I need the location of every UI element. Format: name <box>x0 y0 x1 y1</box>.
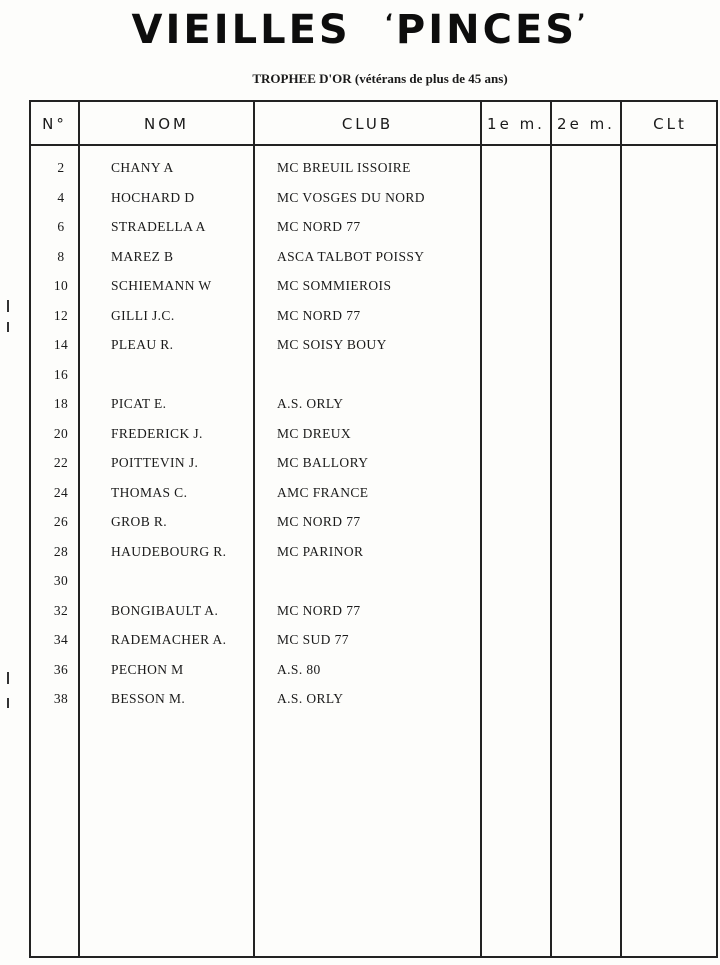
rider-number: 24 <box>53 484 69 500</box>
table-row <box>31 538 720 566</box>
rider-club: AMC FRANCE <box>277 484 369 500</box>
rider-name: PECHON M <box>111 661 184 677</box>
rider-number: 8 <box>57 248 65 264</box>
header-nom: NOM <box>144 115 189 133</box>
rider-name: BONGIBAULT A. <box>111 602 219 618</box>
rider-number: 18 <box>53 396 69 411</box>
table-row <box>31 685 720 713</box>
table-row <box>31 272 720 300</box>
table-row <box>31 213 720 241</box>
rider-club: MC SOMMIEROIS <box>277 278 392 293</box>
rider-name: THOMAS C. <box>111 484 188 500</box>
rider-number: 34 <box>53 632 69 647</box>
rider-club: A.S. ORLY <box>277 691 344 706</box>
rider-name: GILLI J.C. <box>111 307 175 323</box>
rider-name: HOCHARD D <box>111 189 195 205</box>
rider-number: 4 <box>57 189 65 205</box>
margin-mark <box>7 300 9 312</box>
rider-number: 22 <box>53 455 69 470</box>
rider-club: MC SUD 77 <box>277 632 349 647</box>
rider-name: PLEAU R. <box>111 337 174 352</box>
rider-club: MC BREUIL ISSOIRE <box>277 160 411 175</box>
rider-club: MC NORD 77 <box>277 514 361 529</box>
rider-name: POITTEVIN J. <box>111 455 199 470</box>
margin-mark <box>7 698 9 708</box>
rider-club: MC DREUX <box>277 425 352 441</box>
rider-name: MAREZ B <box>111 248 174 264</box>
table-row <box>31 597 720 625</box>
margin-mark <box>7 322 9 332</box>
rider-name: BESSON M. <box>111 691 186 706</box>
rider-number: 16 <box>53 366 69 382</box>
table-row <box>31 390 720 418</box>
rider-name: FREDERICK J. <box>111 425 203 441</box>
rider-club: MC NORD 77 <box>277 307 361 323</box>
header-club: CLUB <box>341 115 394 133</box>
rider-number: 32 <box>53 602 69 618</box>
rider-number: 36 <box>53 661 69 677</box>
table-row <box>31 656 720 684</box>
header-classement: CLt <box>653 115 687 133</box>
table-row <box>31 154 720 182</box>
rider-number: 30 <box>53 573 69 588</box>
rider-number: 38 <box>53 691 69 706</box>
table-row <box>31 449 720 477</box>
rider-club: MC BALLORY <box>277 455 369 470</box>
table-row <box>31 331 720 359</box>
rider-number: 6 <box>57 219 65 234</box>
table-row <box>31 243 720 271</box>
rider-number: 14 <box>53 337 69 352</box>
rider-club: MC PARINOR <box>277 543 364 559</box>
rider-name: STRADELLA A <box>111 219 206 234</box>
header-first-round: 1e m. <box>487 115 545 133</box>
header-num: N° <box>42 115 67 133</box>
table-row <box>31 420 720 448</box>
table-row <box>31 479 720 507</box>
table-row <box>31 626 720 654</box>
rider-name: CHANY A <box>111 160 174 175</box>
title-word-2: PINCES <box>395 7 578 53</box>
title-quote-open: ‘ <box>384 11 396 36</box>
rider-club: A.S. ORLY <box>277 396 344 411</box>
rider-number: 26 <box>53 514 69 529</box>
rider-name: PICAT E. <box>111 396 167 411</box>
rider-name: SCHIEMANN W <box>111 278 212 293</box>
rider-number: 2 <box>57 160 65 175</box>
rider-club: MC NORD 77 <box>277 602 361 618</box>
page-subtitle: TROPHEE D'OR (vétérans de plus de 45 ans) <box>252 71 508 86</box>
title-quote-close: ’ <box>577 11 589 36</box>
rider-name: HAUDEBOURG R. <box>111 543 227 559</box>
rider-club: ASCA TALBOT POISSY <box>277 248 425 264</box>
rider-club: A.S. 80 <box>277 661 321 677</box>
rider-number: 20 <box>53 425 69 441</box>
rider-name: GROB R. <box>111 514 168 529</box>
rider-name: RADEMACHER A. <box>111 632 227 647</box>
table-row <box>31 508 720 536</box>
rider-number: 12 <box>53 307 69 323</box>
header-divider <box>31 144 716 146</box>
table-row <box>31 361 720 389</box>
rider-number: 10 <box>53 278 69 293</box>
table-row <box>31 184 720 212</box>
rider-club: MC NORD 77 <box>277 219 361 234</box>
rider-number: 28 <box>53 543 69 559</box>
rider-club: MC VOSGES DU NORD <box>277 189 425 205</box>
table-row <box>31 302 720 330</box>
results-table <box>29 100 718 958</box>
header-second-round: 2e m. <box>557 115 615 133</box>
title-word-1: VIEILLES <box>131 7 351 53</box>
page-title <box>0 6 720 54</box>
table-row <box>31 567 720 595</box>
rider-club: MC SOISY BOUY <box>277 337 387 352</box>
margin-mark <box>7 672 9 684</box>
